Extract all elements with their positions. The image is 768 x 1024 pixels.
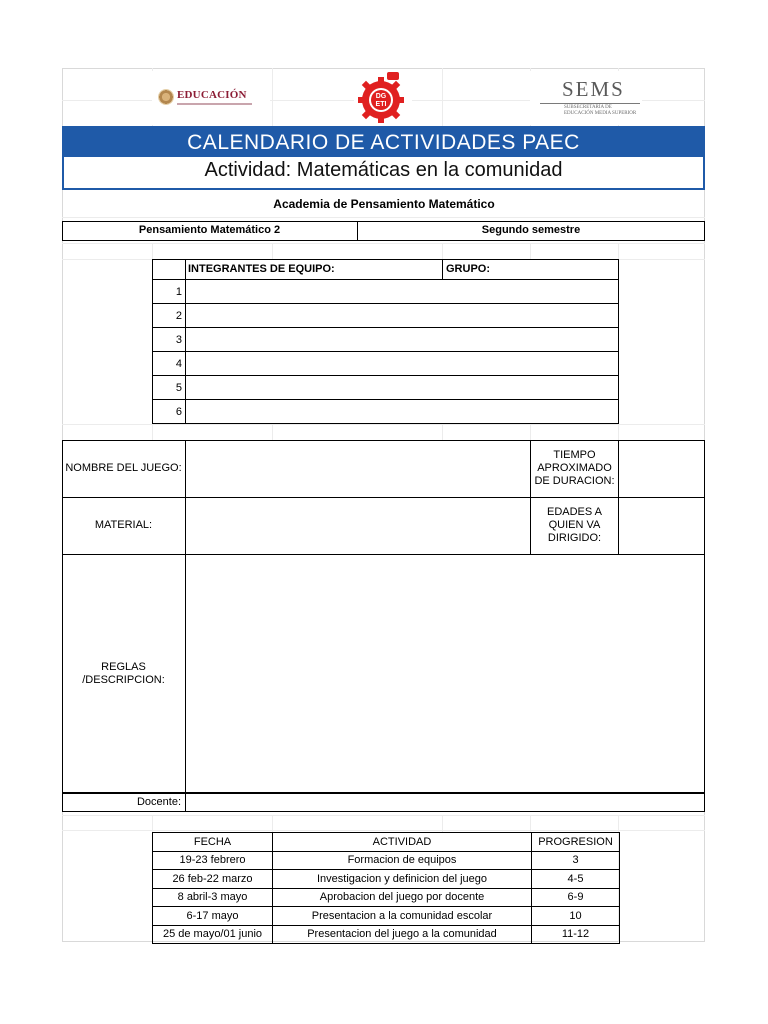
grid-line xyxy=(152,243,153,259)
game-ages-field[interactable] xyxy=(619,498,704,554)
grid-line xyxy=(530,815,531,832)
grid-line xyxy=(272,243,273,259)
schedule-progression: 6-9 xyxy=(532,888,620,907)
sems-logo-subtitle-1: SUBSECRETARÍA DE xyxy=(564,105,612,110)
teacher-divider xyxy=(185,793,186,812)
team-row-number: 2 xyxy=(175,310,182,322)
grid-line xyxy=(530,243,531,259)
semester[interactable]: Segundo semestre xyxy=(481,224,581,236)
grid-line xyxy=(152,424,153,440)
sems-logo-rule xyxy=(540,103,640,104)
grid-line xyxy=(442,424,443,440)
subtitle-box xyxy=(64,157,703,188)
team-row-number: 6 xyxy=(175,406,182,418)
course-name[interactable]: Pensamiento Matemático 2 xyxy=(138,224,281,236)
schedule-header-date: FECHA xyxy=(153,833,273,852)
team-row-number: 1 xyxy=(175,286,182,298)
schedule-activity: Investigacion y definicion del juego xyxy=(273,870,532,889)
grid-line xyxy=(62,424,705,425)
schedule-progression: 4-5 xyxy=(532,870,620,889)
teacher-field[interactable] xyxy=(187,795,703,810)
schedule-progression: 3 xyxy=(532,851,620,870)
grid-line xyxy=(442,815,443,832)
schedule-activity: Aprobacion del juego por docente xyxy=(273,888,532,907)
dgeti-gear-icon xyxy=(354,71,412,125)
grid-line xyxy=(618,815,619,832)
game-material-field[interactable] xyxy=(186,498,530,554)
svg-text:ETI: ETI xyxy=(375,101,387,108)
educacion-logo xyxy=(152,71,270,125)
academy-title: Academia de Pensamiento Matemático xyxy=(273,197,495,211)
schedule-header-row xyxy=(153,833,620,852)
educacion-logo-text: EDUCACIÓN xyxy=(177,89,247,101)
game-name-label: NOMBRE DEL JUEGO: xyxy=(65,462,182,474)
team-member-field[interactable] xyxy=(186,280,618,303)
schedule-progression: 10 xyxy=(532,907,620,926)
eagle-seal-icon xyxy=(158,89,174,105)
grid-line xyxy=(62,217,705,218)
schedule-row xyxy=(153,851,620,870)
schedule-row xyxy=(153,925,620,944)
grid-line xyxy=(62,815,705,816)
game-duration-label: TIEMPO APROXIMADO DE DURACION: xyxy=(534,449,615,487)
schedule-row xyxy=(153,907,620,926)
schedule-date: 6-17 mayo xyxy=(153,907,273,926)
game-ages-label: EDADES A QUIEN VA DIRIGIDO: xyxy=(546,506,603,544)
team-row-number: 4 xyxy=(175,358,182,370)
team-member-field[interactable] xyxy=(186,304,618,327)
team-members-label: INTEGRANTES DE EQUIPO: xyxy=(188,263,335,275)
schedule-date: 25 de mayo/01 junio xyxy=(153,925,273,944)
schedule-row xyxy=(153,870,620,889)
schedule-progression: 11-12 xyxy=(532,925,620,944)
schedule-header-activity: ACTIVIDAD xyxy=(273,833,532,852)
team-group-label: GRUPO: xyxy=(446,263,490,275)
grid-line xyxy=(62,830,705,831)
teacher-label: Docente: xyxy=(136,796,181,808)
team-group-divider xyxy=(442,259,443,279)
schedule-activity: Formacion de equipos xyxy=(273,851,532,870)
grid-line xyxy=(62,243,705,244)
grid-line xyxy=(442,243,443,259)
grid-line xyxy=(530,424,531,440)
team-row-number: 3 xyxy=(175,334,182,346)
game-material-label: MATERIAL: xyxy=(94,519,153,531)
game-rules-label: REGLAS /DESCRIPCION: xyxy=(82,660,165,686)
page-subtitle: Actividad: Matemáticas en la comunidad xyxy=(204,159,563,181)
sems-logo xyxy=(530,71,642,125)
schedule-row xyxy=(153,888,620,907)
game-rules-field[interactable] xyxy=(186,555,704,792)
schedule-activity: Presentacion a la comunidad escolar xyxy=(273,907,532,926)
team-member-field[interactable] xyxy=(186,376,618,399)
schedule-activity: Presentacion del juego a la comunidad xyxy=(273,925,532,944)
grid-line xyxy=(272,815,273,832)
game-name-field[interactable] xyxy=(186,441,530,497)
schedule-date: 8 abril-3 mayo xyxy=(153,888,273,907)
schedule-date: 19-23 febrero xyxy=(153,851,273,870)
schedule-date: 26 feb-22 marzo xyxy=(153,870,273,889)
title-band xyxy=(62,126,705,190)
schedule-table xyxy=(152,832,620,944)
grid-line xyxy=(618,243,619,259)
team-member-field[interactable] xyxy=(186,352,618,375)
team-row-number: 5 xyxy=(175,382,182,394)
page-title: CALENDARIO DE ACTIVIDADES PAEC xyxy=(187,131,580,154)
svg-text:DG: DG xyxy=(375,93,387,100)
grid-line xyxy=(152,815,153,832)
grid-line xyxy=(272,68,273,126)
sems-logo-subtitle-2: EDUCACIÓN MEDIA SUPERIOR xyxy=(564,111,637,116)
grid-line xyxy=(442,68,443,126)
team-member-field[interactable] xyxy=(186,400,618,423)
grid-line xyxy=(618,424,619,440)
dgeti-logo xyxy=(354,71,412,125)
educacion-logo-subline xyxy=(177,103,252,105)
schedule-header-progression: PROGRESION xyxy=(532,833,620,852)
grid-line xyxy=(272,424,273,440)
team-member-field[interactable] xyxy=(186,328,618,351)
sems-logo-text: SEMS xyxy=(562,77,625,101)
game-duration-field[interactable] xyxy=(619,441,704,497)
